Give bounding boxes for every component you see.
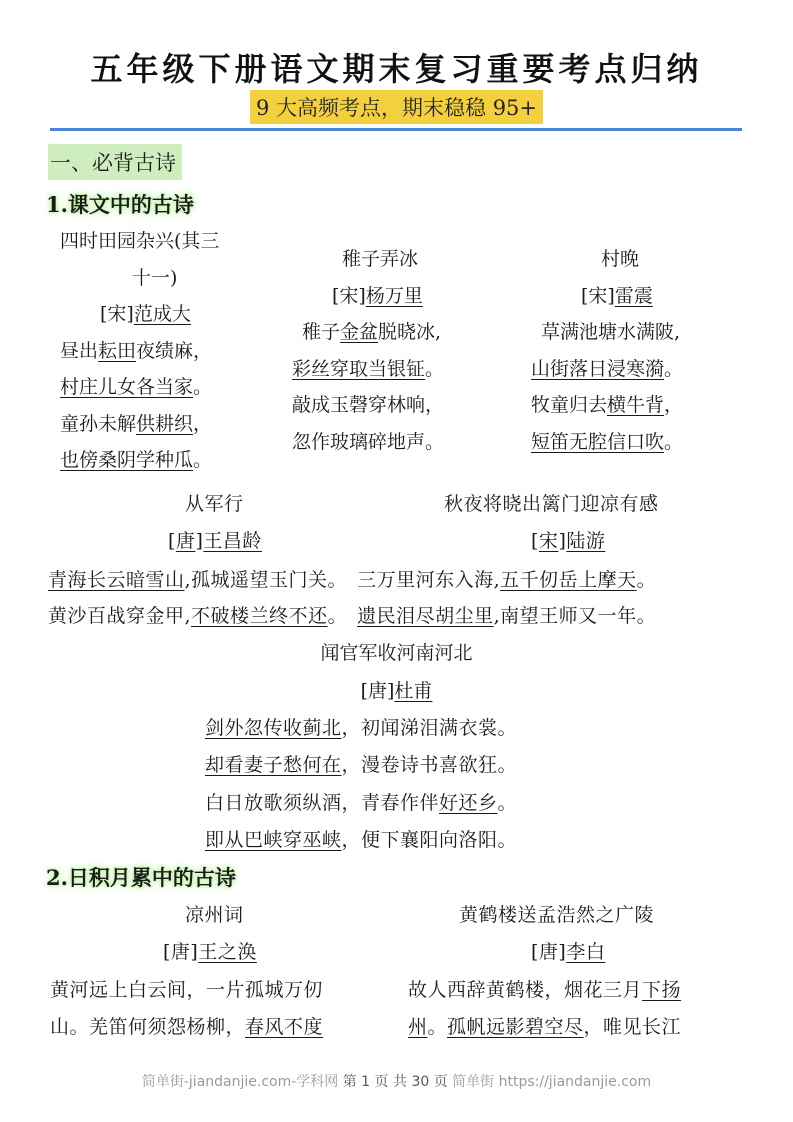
- poem-line: [408, 975, 681, 1002]
- poem-line: [205, 825, 517, 852]
- poem-line-row: [48, 601, 656, 628]
- subheading-daily-poems: 2.日积月累中的古诗: [46, 865, 236, 890]
- poem-title: 村晚: [601, 248, 640, 270]
- text: ,孤城遥望玉门关。: [184, 569, 348, 591]
- dynasty: [宋]: [581, 284, 615, 307]
- author: 雷震: [614, 284, 653, 307]
- poem-line: [205, 788, 517, 815]
- text: 夜绩麻，: [136, 339, 213, 362]
- text: 脱晓冰,: [378, 321, 442, 343]
- underlined-text: 短笛无腔信口吹: [531, 430, 665, 453]
- text: [: [531, 530, 539, 552]
- poem-title-congJunXing: 从军行: [185, 493, 244, 515]
- dynasty: [宋]: [100, 303, 134, 325]
- poem-line: [60, 369, 265, 406]
- poem-line-row: [48, 565, 656, 592]
- page-footer: [0, 1071, 793, 1091]
- text: 三万里河东入海,: [357, 569, 501, 591]
- page-title: 五年级下册语文期末复习重要考点归纳: [90, 50, 703, 88]
- author: 杜甫: [394, 680, 433, 702]
- dynasty: 唐: [175, 530, 196, 552]
- text: ]: [195, 530, 204, 552]
- text: 故人西辞黄鹤楼，烟花三月: [408, 979, 643, 1001]
- text: 昼出: [60, 339, 99, 362]
- poem-author-line: [531, 937, 605, 964]
- author: 李白: [566, 941, 606, 963]
- poem-author-line: [0, 676, 793, 703]
- text: 。: [664, 357, 684, 380]
- footer-watermark-right: 简单街 https://jiandanjie.com: [452, 1074, 652, 1090]
- poem-line: [292, 314, 492, 351]
- text: 。: [193, 449, 213, 471]
- text: ，初闻涕泪满衣裳。: [341, 717, 518, 739]
- subtitle-wrap: [0, 90, 793, 124]
- text: ，漫卷诗书喜欲狂。: [341, 754, 518, 776]
- section-heading-poems: 一、必背古诗: [48, 144, 182, 180]
- underlined-text: 下扬: [642, 979, 682, 1001]
- dynasty: [唐]: [163, 941, 199, 963]
- poem-cunWan: [531, 241, 751, 460]
- poem-line: [292, 351, 492, 388]
- underlined-text: 山街落日浸寒漪: [531, 357, 665, 380]
- text: [: [168, 530, 176, 552]
- poem-line: [531, 387, 751, 424]
- poem-author-line: [163, 937, 257, 964]
- dynasty: [宋]: [332, 284, 366, 307]
- poem-zhiZiNongBing: [292, 241, 492, 460]
- underlined-text: 即从巴峡穿巫峡: [205, 829, 342, 851]
- underlined-text: 供耕织: [136, 412, 194, 435]
- underlined-text: 金盆: [340, 321, 379, 343]
- poem-line: [60, 406, 265, 443]
- poem-line: [60, 333, 265, 370]
- underlined-text: 州: [408, 1016, 428, 1038]
- text: 牧童归去: [531, 394, 608, 416]
- poem-line: [205, 713, 517, 740]
- author: 范成大: [133, 303, 191, 325]
- dynasty: [唐]: [360, 680, 395, 702]
- underlined-text: 却看妻子愁何在: [205, 754, 342, 776]
- page-number: 第 1 页 共 30 页: [342, 1074, 448, 1090]
- poem-title-qiuYe: 秋夜将晓出篱门迎凉有感: [444, 493, 659, 515]
- author: 王昌龄: [203, 530, 262, 552]
- poem-line: 草满池塘水满陂,: [541, 321, 681, 343]
- underlined-text: 不破楼兰终不还: [191, 605, 328, 627]
- author: 杨万里: [365, 284, 423, 307]
- poem-author-line: [168, 526, 262, 553]
- underlined-text: 彩丝穿取当银钲: [292, 357, 426, 380]
- underlined-text: 也傍桑阴学种瓜: [60, 449, 194, 471]
- poem-line: [408, 1012, 681, 1039]
- text: 。: [664, 430, 684, 453]
- text: 黄沙百战穿金甲,: [48, 605, 192, 627]
- poem-title: 四时田园杂兴(其三: [60, 230, 220, 252]
- text: ，: [193, 412, 213, 435]
- author: 陆游: [566, 530, 606, 552]
- text: 稚子: [302, 321, 341, 343]
- underlined-text: 春风不度: [245, 1016, 324, 1038]
- poem-author-line: [531, 278, 751, 315]
- dynasty: [唐]: [531, 941, 567, 963]
- text: ，唯见长江: [583, 1016, 682, 1038]
- poem-siShiTianYuan: [60, 223, 265, 479]
- underlined-text: 好还乡: [439, 792, 498, 814]
- underlined-text: 村庄儿女各当家: [60, 376, 194, 398]
- underlined-text: 遗民泪尽胡尘里: [357, 605, 494, 627]
- text: 童孙未解: [60, 412, 137, 435]
- subheading-textbook-poems: 1.课文中的古诗: [46, 192, 194, 217]
- underlined-text: 五千仞岳上摩天: [500, 569, 637, 591]
- poem-title: 稚子弄冰: [342, 248, 419, 270]
- poem-line: [205, 750, 517, 777]
- text: 。: [327, 605, 348, 627]
- poem-title-cont: 十一): [132, 266, 178, 289]
- text: 。: [193, 376, 213, 398]
- text: 。: [425, 357, 445, 380]
- poem-title-huangHeLou: 黄鹤楼送孟浩然之广陵: [459, 904, 655, 926]
- poem-title-wenGuanJun: 闻官军收河南河北: [320, 642, 473, 664]
- author: 王之涣: [198, 941, 257, 963]
- poem-line: [531, 351, 751, 388]
- underlined-text: 剑外忽传收蓟北: [205, 717, 342, 739]
- footer-watermark-left: 简单街-jiandanjie.com-学科网: [141, 1074, 339, 1090]
- poem-title-liangZhouCi: 凉州词: [185, 904, 244, 926]
- text: 山。羌笛何须怨杨柳，: [50, 1016, 246, 1038]
- poem-author-line: [60, 296, 265, 333]
- dynasty: 宋: [538, 530, 559, 552]
- subtitle-highlight: 9 大高频考点，期末稳稳 95+: [250, 90, 543, 124]
- poem-line: 黄河远上白云间，一片孤城万仞: [50, 979, 324, 1001]
- underlined-text: 耘田: [98, 339, 137, 362]
- text: 。: [427, 1016, 448, 1038]
- poem-line: [50, 1012, 323, 1039]
- text: ，: [664, 394, 684, 416]
- text: ，便下襄阳向洛阳。: [341, 829, 518, 851]
- text: 白日放歌须纵酒，青春作伴: [205, 792, 440, 814]
- underlined-text: 孤帆远影碧空尽: [447, 1016, 584, 1038]
- poem-line: [60, 442, 265, 479]
- header-divider: [50, 128, 742, 131]
- underlined-text: 青海长云暗雪山: [48, 569, 185, 591]
- poem-author-line: [292, 278, 492, 315]
- text: ]: [558, 530, 567, 552]
- poem-line: 忽作玻璃碎地声。: [292, 430, 445, 453]
- text: ,南望王师又一年。: [493, 605, 657, 627]
- text: 。: [497, 792, 518, 814]
- poem-line: 敲成玉磬穿林响，: [292, 394, 445, 416]
- poem-author-line: [531, 526, 605, 553]
- underlined-text: 横牛背: [607, 394, 665, 416]
- poem-line: [531, 424, 751, 461]
- text: 。: [636, 569, 657, 591]
